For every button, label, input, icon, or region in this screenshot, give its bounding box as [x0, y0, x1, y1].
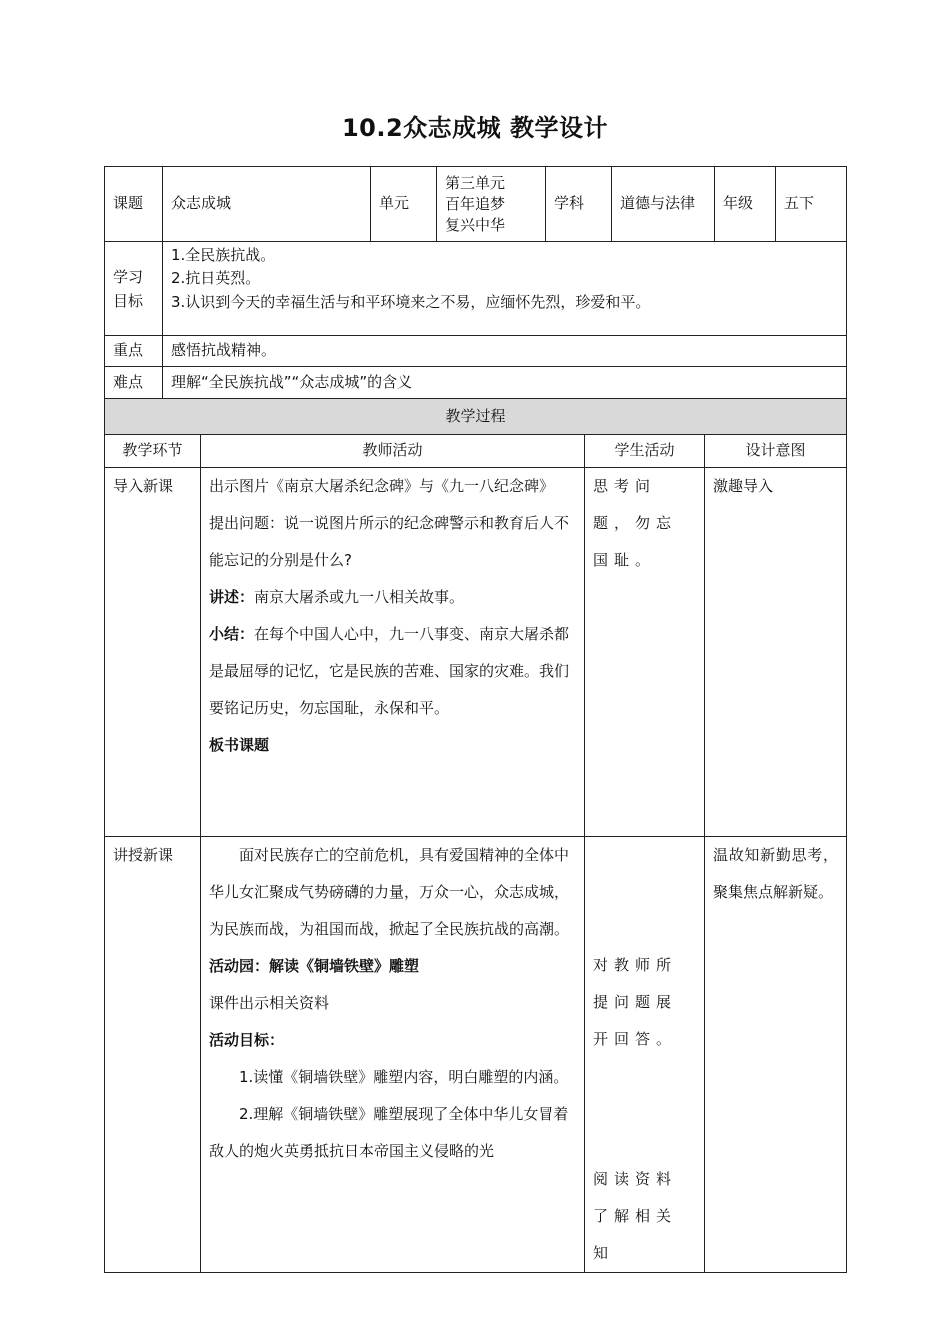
teaching-process-table — [104, 398, 847, 1273]
grade-value: 五下 — [776, 167, 847, 242]
unit-label: 单元 — [371, 167, 437, 242]
design-intent-cell: 激趣导入 — [705, 468, 847, 837]
column-header: 设计意图 — [705, 435, 847, 468]
goals-label-line: 学习 — [113, 267, 144, 286]
teacher-paragraph — [209, 579, 576, 616]
teacher-paragraph: 活动园：解读《铜墙铁壁》雕塑 — [209, 957, 420, 975]
design-intent-cell — [705, 837, 847, 1273]
design-intent-text: 温故知新勤思考，聚集焦点解新疑。 — [713, 846, 839, 901]
unit-value-line: 复兴中华 — [445, 215, 506, 234]
teacher-paragraph: 活动目标： — [209, 1031, 285, 1049]
teacher-paragraph — [209, 616, 576, 727]
teacher-paragraph: 2.理解《铜墙铁壁》雕塑展现了全体中华儿女冒着敌人的炮火英勇抵抗日本帝国主义侵略的光 — [209, 1105, 569, 1160]
course-value: 众志成城 — [163, 167, 371, 242]
teacher-paragraph: 课件出示相关资料 — [209, 994, 330, 1012]
teacher-paragraph: 提出问题：说一说图片所示的纪念碑警示和教育后人不能忘记的分别是什么? — [209, 514, 570, 569]
process-header: 教学过程 — [105, 399, 847, 435]
teacher-activity-cell — [201, 468, 585, 837]
subject-label: 学科 — [546, 167, 612, 242]
teacher-paragraph: 面对民族存亡的空前危机，具有爱国精神的全体中华儿女汇聚成气势磅礴的力量，万众一心，众志成城，为民族而战，为祖国而战，掀起了全民族抗战的高潮。 — [209, 846, 570, 938]
paragraph-text: 在每个中国人心中，九一八事变、南京大屠杀都是最屈辱的记忆，它是民族的苦难、国家的灾难。我们要铭记历史，勿忘国耻，永保和平。 — [209, 625, 570, 717]
paragraph-text: 南京大屠杀或九一八相关故事。 — [254, 588, 465, 606]
teacher-paragraph: 出示图片《南京大屠杀纪念碑》与《九一八纪念碑》 — [209, 477, 555, 495]
unit-value-line: 百年追梦 — [445, 194, 506, 213]
difficulty-label: 难点 — [105, 367, 163, 399]
table-row — [105, 837, 847, 1273]
bold-label: 讲述： — [209, 588, 255, 606]
unit-value-line: 第三单元 — [445, 173, 506, 192]
goal-item: 2.抗日英烈。 — [171, 269, 261, 288]
bold-label: 小结： — [209, 625, 255, 643]
difficulty-text: 理解“全民族抗战”“众志成城”的含义 — [163, 367, 847, 399]
key-point-label: 重点 — [105, 336, 163, 367]
grade-label: 年级 — [715, 167, 776, 242]
unit-value — [437, 167, 546, 242]
goal-item: 3.认识到今天的幸福生活与和平环境来之不易，应缅怀先烈，珍爱和平。 — [171, 292, 651, 311]
goal-item: 1.全民族抗战。 — [171, 246, 276, 264]
goals-label-line: 目标 — [113, 291, 144, 310]
student-activity-text: 阅读资料了解相关知 — [593, 1170, 678, 1262]
teacher-paragraph: 1.读懂《铜墙铁壁》雕塑内容，明白雕塑的内涵。 — [239, 1068, 569, 1086]
lesson-info-table — [104, 166, 847, 399]
student-activity-text: 对教师所提问题展开回答。 — [593, 956, 678, 1048]
subject-value: 道德与法律 — [612, 167, 715, 242]
column-header: 学生活动 — [585, 435, 705, 468]
column-header: 教学环节 — [105, 435, 201, 468]
student-activity-cell: 思考问题，勿忘国耻。 — [585, 468, 705, 837]
stage-cell: 导入新课 — [105, 468, 201, 837]
table-row — [105, 468, 847, 837]
teacher-activity-cell — [201, 837, 585, 1273]
teacher-paragraph: 板书课题 — [209, 736, 270, 754]
student-activity-cell — [585, 837, 705, 1273]
document-title: 10.2众志成城 教学设计 — [341, 114, 609, 142]
goals-label — [105, 242, 163, 336]
key-point-text: 感悟抗战精神。 — [163, 336, 847, 367]
course-label: 课题 — [105, 167, 163, 242]
column-header: 教师活动 — [201, 435, 585, 468]
stage-cell: 讲授新课 — [105, 837, 201, 1273]
goals-list — [163, 242, 847, 336]
